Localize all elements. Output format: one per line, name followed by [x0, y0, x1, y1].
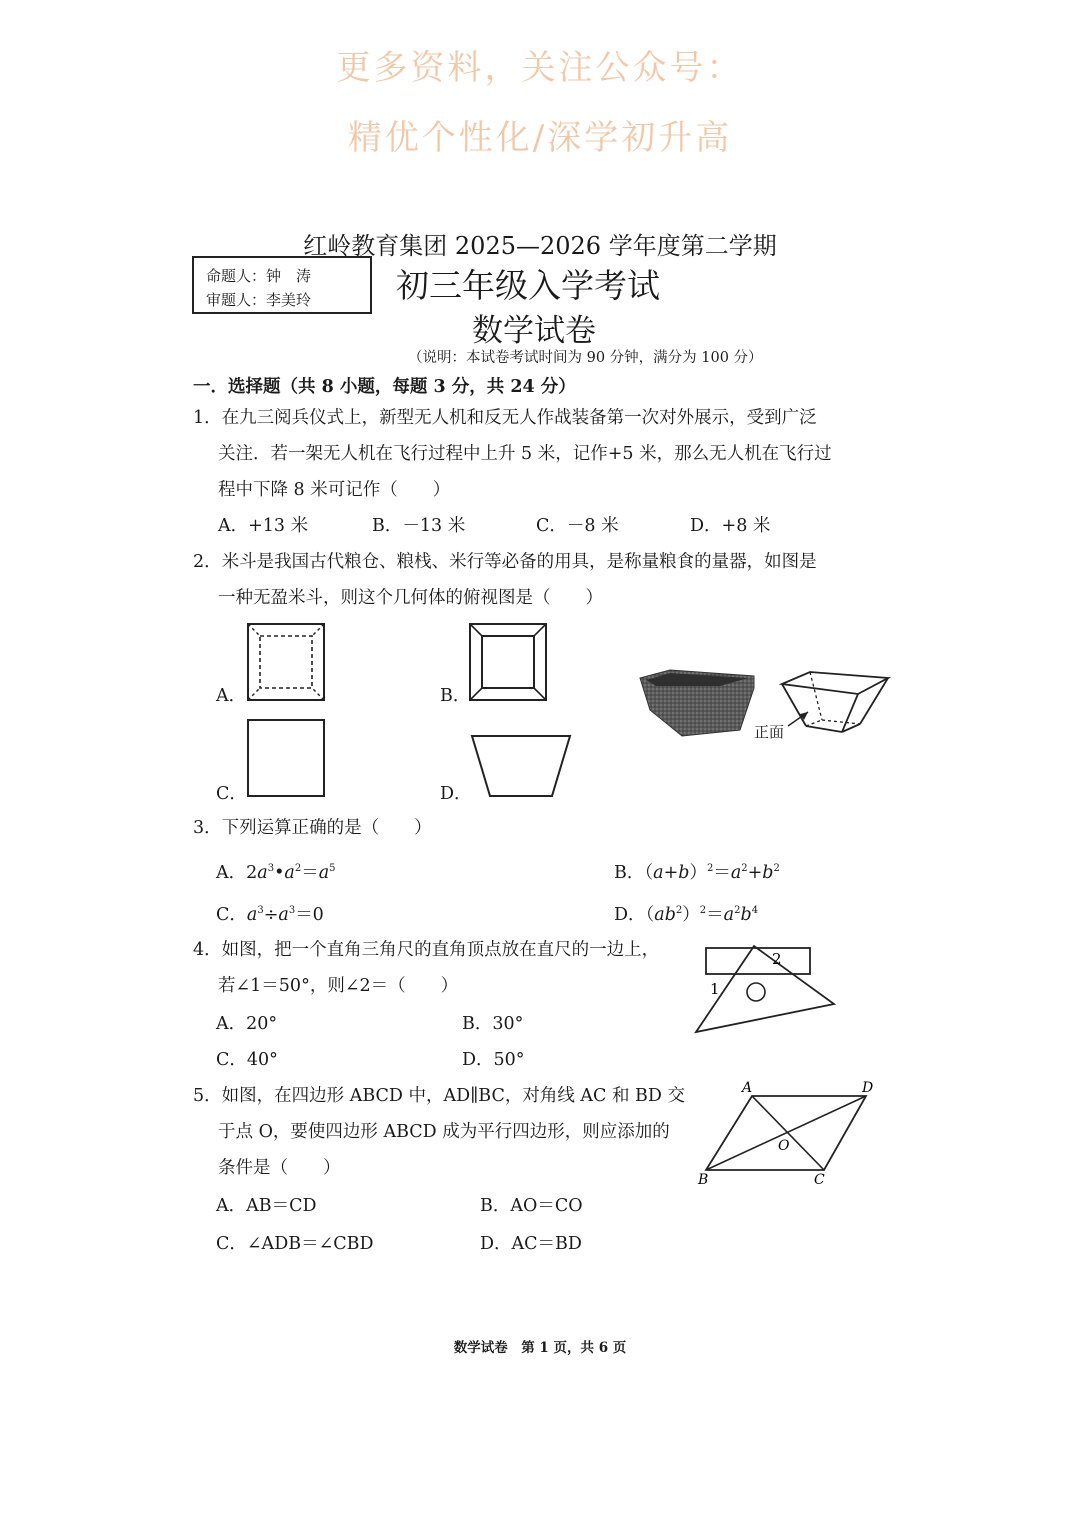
q5-diagonal-ac: [752, 1096, 824, 1170]
q2-label-a: A．: [216, 686, 247, 706]
reviewer: 审题人：李美玲: [206, 291, 312, 309]
q5-option-a: A．AB＝CD: [216, 1196, 317, 1216]
q1-option-d: D．+8 米: [690, 516, 771, 536]
q3-option-d: D．$(ab^2)^2=a^2b^4$: [614, 905, 759, 925]
q3-option-c: C．$a^3\div a^3=0$: [216, 905, 324, 925]
q2-figure-a: [246, 622, 328, 704]
q1-line-3: 程中下降 8 米可记作（ ）: [218, 480, 451, 500]
q4-option-c: C．40°: [216, 1050, 278, 1070]
q2a-inner-dashed-square: [260, 636, 312, 688]
watermark-line-2: 精优个性化/深学初升高: [347, 118, 733, 158]
q2b-inner-square: [482, 636, 534, 688]
exam-note: （说明：本试卷考试时间为 90 分钟，满分为 100 分）: [408, 350, 763, 366]
q2-label-b: B．: [440, 686, 471, 706]
q4-line-2: 若∠1＝50°，则∠2＝（ ）: [218, 976, 459, 996]
author: 命题人：钟 涛: [206, 267, 312, 285]
authors-box: [192, 256, 372, 314]
q4-angle-1-label: 1: [710, 980, 720, 998]
q5-line-2: 于点 O，要使四边形 ABCD 成为平行四边形，则应添加的: [218, 1122, 670, 1142]
q2-label-c: C．: [216, 784, 247, 804]
q2-figure-b: [468, 622, 550, 704]
q4-ruler: [706, 948, 810, 974]
q4-figure: [688, 940, 838, 1036]
q3-option-b: B．$(a+b)^2=a^2+b^2$: [614, 863, 780, 883]
q2-line-1: 2．米斗是我国古代粮仓、粮栈、米行等必备的用具，是称量粮食的量器，如图是: [193, 552, 817, 572]
q4-option-b: B．30°: [462, 1014, 524, 1034]
q4-option-a: A．20°: [216, 1014, 278, 1034]
q5-option-d: D．AC＝BD: [480, 1234, 582, 1254]
page-footer: 数学试卷 第 1 页，共 6 页: [453, 1340, 627, 1356]
q3-option-b-label: B．: [614, 863, 645, 883]
q5-point-o: O: [778, 1138, 790, 1154]
exam-title-line-1: 红岭教育集团 2025—2026 学年度第二学期: [303, 232, 777, 260]
rice-measure-photo: [640, 670, 754, 736]
q4-angle-2-label: 2: [772, 950, 782, 968]
q5-vertex-c: C: [814, 1172, 825, 1188]
q2-label-d: D．: [440, 784, 472, 804]
q1-option-a: A．+13 米: [218, 516, 309, 536]
q2d-trapezoid: [472, 736, 570, 796]
q3-option-a-label: A．: [216, 863, 247, 883]
q2-line-2: 一种无盈米斗，则这个几何体的俯视图是（ ）: [218, 588, 603, 608]
q5-figure: [694, 1076, 884, 1192]
q5-option-c: C．∠ADB＝∠CBD: [216, 1234, 374, 1254]
q4-option-d: D．50°: [462, 1050, 525, 1070]
q4-triangle-hole: [747, 983, 765, 1001]
q2-figure-d: [468, 732, 574, 800]
q5-option-b: B．AO＝CO: [480, 1196, 583, 1216]
watermark-line-1: 更多资料，关注公众号：: [336, 48, 744, 88]
q3-option-a: A．$2a^3•a^2=a^5$: [216, 863, 336, 883]
q1-line-2: 关注．若一架无人机在飞行过程中上升 5 米，记作+5 米，那么无人机在飞行过: [218, 444, 832, 464]
q1-line-1: 1．在九三阅兵仪式上，新型无人机和反无人作战装备第一次对外展示，受到广泛: [193, 408, 817, 428]
exam-title-line-2: 初三年级入学考试: [396, 266, 660, 305]
q4-line-1: 4．如图，把一个直角三角尺的直角顶点放在直尺的一边上，: [193, 940, 660, 960]
exam-title-line-3: 数学试卷: [472, 313, 596, 349]
q1-option-c: C．－8 米: [536, 516, 619, 536]
q2-figure-c: [246, 718, 328, 800]
q2c-square: [248, 720, 324, 796]
q5-vertex-a: A: [742, 1080, 753, 1096]
q5-line-3: 条件是（ ）: [218, 1158, 341, 1178]
q1-option-b: B．－13 米: [372, 516, 466, 536]
q2-front-label: 正面: [754, 723, 785, 741]
q3-option-c-label: C．: [216, 905, 247, 925]
frustum-3d-figure: [782, 672, 888, 732]
q3-option-d-label: D．: [614, 905, 646, 925]
q5-vertex-d: D: [862, 1080, 874, 1096]
q5-vertex-b: B: [698, 1172, 709, 1188]
q5-line-1: 5．如图，在四边形 ABCD 中，AD∥BC，对角线 AC 和 BD 交: [193, 1086, 685, 1106]
q3-stem: 3．下列运算正确的是（ ）: [193, 818, 432, 838]
section-heading: 一．选择题（共 8 小题，每题 3 分，共 24 分）: [193, 377, 576, 397]
